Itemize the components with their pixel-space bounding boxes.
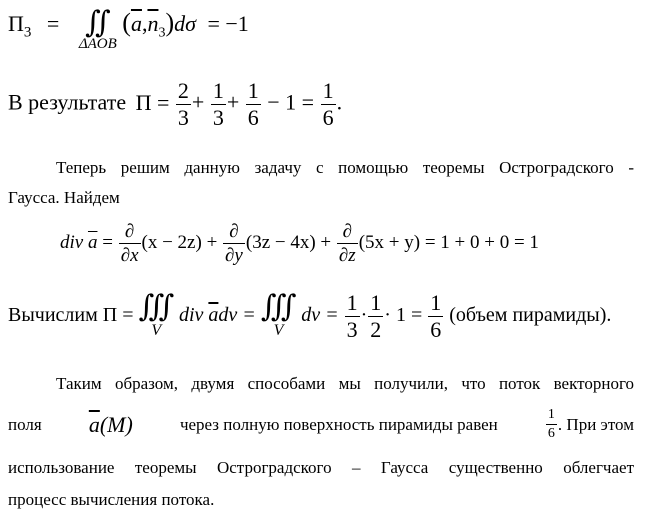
flux-fraction: $\frac{1}{6}$ . При этом (547, 407, 634, 441)
pi-equals: Π = (135, 89, 170, 115)
integral-region: ΔAOB (78, 36, 117, 52)
integral-region: V (273, 322, 284, 339)
div-operator: div (178, 304, 204, 327)
vector-a: $\overline{a}$ (130, 11, 142, 36)
integral-region: V (151, 322, 162, 339)
conclusion-line4: процесс вычисления потока. (8, 490, 215, 509)
field-word: поля (8, 414, 42, 434)
vector-a: $\overline{a}$ (87, 231, 98, 253)
partial-dz: $\frac{\partial}{\partial z}$ (338, 221, 356, 266)
dot: · (360, 304, 368, 327)
fraction-1-3: $\frac{1}{3}$ (212, 78, 224, 130)
triple-integral-2 (260, 289, 297, 340)
close-paren: ) (165, 8, 175, 37)
partial-dy: $\frac{\partial}{\partial y}$ (225, 221, 243, 266)
result-value: = −1 (207, 11, 249, 36)
conclusion-text: через полную поверхность пирамиды равен (179, 414, 498, 434)
fraction-result: $\frac{1}{6}$ (430, 290, 442, 342)
triple-integral-sign: ∭ (260, 289, 297, 324)
dv: dv = (301, 304, 339, 327)
conclusion-line3: использование теоремы Остроградского – Гаусса существенно облегчает (8, 458, 634, 477)
result-label: В результате (8, 89, 127, 115)
fraction-1-3: $\frac{1}{3}$ (346, 290, 358, 342)
vector-a: $\overline{a}$ (208, 304, 219, 327)
period: . (336, 89, 343, 115)
open-paren: ( (122, 8, 131, 37)
volume-equation (8, 289, 612, 342)
div-operator: div (60, 231, 84, 253)
minus-one: − 1 = (267, 89, 315, 115)
pi-symbol: Π (8, 11, 24, 36)
equals-sign: = (102, 231, 113, 253)
term-y: (3z − 4x) + (245, 231, 332, 253)
vector-n: $\overline{n}$ (147, 11, 159, 36)
double-integral-sign: ∬ (85, 5, 111, 40)
triple-integral-1 (138, 289, 174, 340)
compute-label: Вычислим (8, 304, 98, 327)
conclusion-line2 (8, 408, 634, 441)
flux-pi3-equation (8, 5, 249, 53)
triple-integral-sign: ∭ (138, 289, 174, 324)
term-z: (5x + y) = 1 + 0 + 0 = 1 (358, 231, 539, 253)
vector-field-aM: $\overline{a}(M)$ (88, 411, 133, 437)
para1-line1: Теперь решим данную задачу с помощью теоремы Остроградского - (56, 158, 634, 177)
equals-sign: = (46, 11, 60, 36)
partial-dx: $\frac{\partial}{\partial x}$ (120, 221, 139, 266)
conclusion-line1: Таким образом, двумя способами мы получили, что поток векторного (56, 374, 634, 393)
pi-subscript: 3 (23, 24, 32, 41)
double-integral (78, 5, 117, 53)
dsigma: dσ (174, 11, 196, 36)
comma: , (141, 11, 148, 36)
result-equation: В результате Π = $\frac{2}{3}$ + $\frac{1}{3}$ + $\frac{1}{6}$ − 1 = $\frac{1}{6}$ . (8, 78, 343, 130)
paragraph-ostrogradsky-intro (8, 158, 634, 178)
fraction-1-2: $\frac{1}{2}$ (370, 290, 382, 342)
fraction-result: $\frac{1}{6}$ (322, 78, 334, 130)
pi-equals: Π = (102, 304, 134, 327)
dot-one-equals: · 1 = (384, 304, 423, 327)
pyramid-volume-note: (объем пирамиды). (449, 304, 612, 327)
fraction-2-3: $\frac{2}{3}$ (177, 78, 189, 130)
term-x: (x − 2z) + (141, 231, 218, 253)
fraction-1-6: $\frac{1}{6}$ (247, 78, 259, 130)
dv: dv = (218, 304, 256, 327)
para1-line2: Гаусса. Найдем (8, 188, 120, 207)
n-subscript: 3 (158, 25, 166, 41)
divergence-equation (60, 222, 539, 265)
